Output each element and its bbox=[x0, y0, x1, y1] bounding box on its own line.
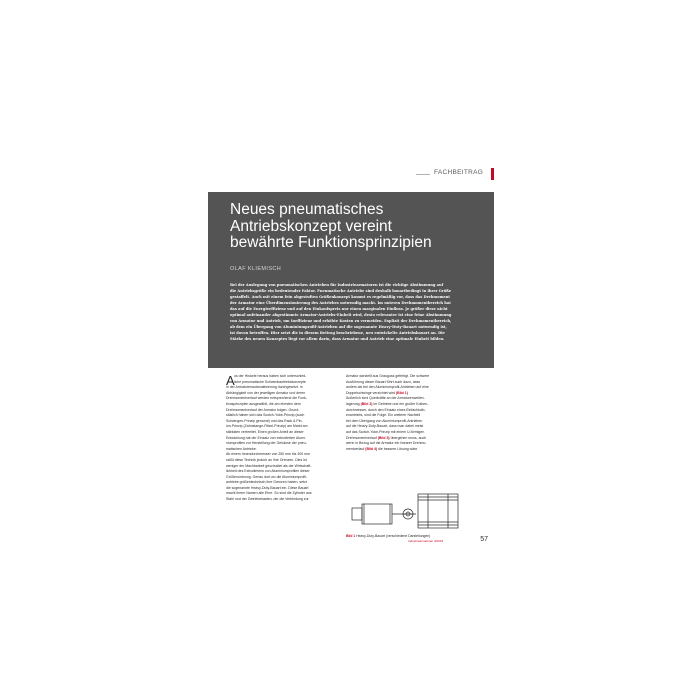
gearbox-housing bbox=[418, 494, 458, 528]
body-text: übergehen muss, auch bbox=[390, 435, 427, 440]
section-tag-accent-bar bbox=[491, 168, 494, 180]
body-line: Ab einem Innendurchmesser von 250 mm bis 300 mm bbox=[226, 452, 311, 457]
article-header bbox=[208, 192, 494, 368]
body-line: wenn in Bezug auf die Armatur ein linearer Drehmo- bbox=[346, 441, 427, 446]
body-line: liche pneumatische Schwenkantriebskonzepte bbox=[234, 379, 306, 384]
figure-ref-bild-3: (Bild 3) bbox=[377, 435, 390, 440]
drop-cap: A bbox=[226, 373, 235, 388]
body-line: lichkeit des Extrudierens von Aluminiumprofilen dieser bbox=[226, 469, 310, 474]
body-text: die bessere Lösung wäre. bbox=[378, 446, 419, 451]
body-line: macht ihrem Namen alle Ehre. So sind die Zylinder aus bbox=[226, 491, 312, 496]
figure-ref-bild-1: (Bild 1) bbox=[396, 390, 408, 395]
actuator-drawing bbox=[346, 488, 464, 532]
publication-name: Industriearmaturen 4/2016 bbox=[408, 539, 444, 543]
section-tag-label: FACHBEITRAG bbox=[434, 169, 484, 176]
article-author: OLAF KLIEMISCH bbox=[230, 266, 282, 272]
body-line: Größenordnung. Genau dort wo die Aluminiumprofil- bbox=[226, 474, 308, 479]
article-intro bbox=[230, 282, 486, 342]
body-line: matischen Antriebe. bbox=[226, 446, 257, 451]
body-line: bei dem Übergang von Aluminiumprofil-Antrieben bbox=[346, 418, 423, 423]
body-line: Äußerlich sind Querkräfte an der Armaturenwellen- bbox=[346, 396, 425, 401]
body-line: stärksten verbreitet. Einen großen Anteil an dieser bbox=[226, 429, 304, 434]
title-line: bewährte Funktionsprinzipien bbox=[230, 234, 432, 251]
figure-ref-bild-2: (Bild 2) bbox=[360, 401, 373, 406]
body-line: stößt diese Technik jedoch an ihre Grenzen. Dies ist bbox=[226, 457, 307, 462]
section-tag bbox=[416, 168, 494, 182]
body-column-right bbox=[346, 374, 464, 452]
body-line: us der Historie heraus haben sich unterschied- bbox=[234, 374, 307, 378]
body-line: tionsprinzipien ausgewählt, die am ehesten dem bbox=[226, 401, 301, 406]
end-cap-left bbox=[352, 508, 362, 520]
body-line: Drehmomentverlauf werden entsprechend die Funk- bbox=[226, 396, 307, 401]
intro-line: gestaffelt. Auch mit einem fein abgestuften Größenkonzept kommt es regelmäßig vor, dass das Drehmoment bbox=[230, 295, 450, 299]
body-text: Drehmomentverlauf bbox=[346, 435, 377, 440]
body-line: auf die Heavy-Duty-Bauart, dass man dabei meist bbox=[346, 424, 424, 429]
intro-line: der Armatur eine Überdimensionierung des Antriebes notwendig macht. Im unteren Drehmomentbereich hat bbox=[230, 301, 451, 305]
body-line: enantriebs, sind die Folge. Ein weiterer Nachteil bbox=[346, 413, 421, 418]
body-line: in der Armaturenautomatisierung durchgesetzt. In bbox=[226, 385, 303, 390]
body-line: antriebe größentechnisch ihre Grenzen haben, setzt bbox=[226, 480, 307, 485]
body-text: lagerung bbox=[346, 401, 360, 406]
intro-line: die Antriebsgröße ein bedeutender Faktor. Pneumatische Antriebe sind deshalb bauartbedingt in ihrer Größe bbox=[230, 289, 452, 293]
body-line: Abhängigkeit von der jeweiligen Armatur und deren bbox=[226, 390, 306, 395]
body-line: niumprofilen zur Herstellung der Gehäuse der pneu- bbox=[226, 441, 307, 446]
intro-line: ab dem ein Übergang von Aluminiumprofil-Antrieben auf die sogenannte Heavy-Duty-Bauart notwendig ist, bbox=[230, 325, 447, 329]
article-title bbox=[230, 202, 480, 252]
intro-line: Stärke des neuen Konzeptes liegt vor allem darin, dass Armatur und Antrieb eine optimale Einheit bilden. bbox=[230, 337, 445, 341]
page-footer bbox=[408, 536, 494, 546]
body-line: Entwicklung hat der Einsatz von extrudierten Alumi- bbox=[226, 435, 306, 440]
figure-ref-bild-4: (Bild 4) bbox=[365, 446, 378, 451]
body-text: mentverlauf bbox=[346, 446, 365, 451]
intro-line: Bei der Auslegung von pneumatischen Antrieben für Industriearmaturen ist die richtige Abstimmung auf bbox=[230, 283, 444, 287]
body-line: Armatur darstellt aus Grauguss gefertigt. Die schwere bbox=[346, 374, 430, 378]
body-line: auf das Scotch-Yoke-Prinzip mit einem U-förmigen bbox=[346, 429, 425, 434]
body-line: weniger der Machbarkeit geschuldet als der Wirtschaft- bbox=[226, 463, 312, 468]
body-line bbox=[346, 447, 464, 453]
figure-actuator-drawing bbox=[346, 488, 464, 532]
body-text: Doppelschwinge verzichtet wird bbox=[346, 390, 396, 395]
intro-line: ist davon betroffen. Hier setzt die in diesem Beitrag beschriebene, neu entwickelte Antriebsbauart an. Die bbox=[230, 331, 445, 335]
body-line: Schwingen-Prinzip genannt) und das Rack & Pin- bbox=[226, 418, 303, 423]
intro-line: von Armatur und Antrieb, um Ineffizienz und erhöhte Kosten zu vermeiden. Explizit der Drehmomentbereich, bbox=[230, 319, 452, 323]
title-line: Neues pneumatisches bbox=[230, 201, 384, 218]
intro-line: das auf die Energieeffizienz und auf den Einkaufspreis nur einen marginalen Einfluss. Je größer diese nicht bbox=[230, 307, 448, 311]
body-text: im Getriebe und ein großer Kolben- bbox=[373, 401, 429, 406]
figure-caption-label: Bild 1 bbox=[346, 534, 356, 538]
body-line: anders als bei den Aluminiumprofil-Antrieben auf eine bbox=[346, 385, 429, 390]
cylinder-body bbox=[362, 504, 392, 524]
body-line: ion-Prinzip (Zahnstange-Ritzel-Prinzip) am Markt am bbox=[226, 424, 308, 429]
body-column-left bbox=[226, 374, 344, 503]
body-line: Drehmomentverlauf der Armatur folgen. Grund- bbox=[226, 407, 300, 412]
title-line: Antriebskonzept vereint bbox=[230, 217, 392, 235]
intro-line: optimal aufeinander abgestimmte Armatur-Antriebs-Einheit wird, desto relevanter ist eine feine Abstimmung bbox=[230, 313, 452, 317]
body-line: sätzlich haben sich das Scotch-Yoke-Prinzip (auch bbox=[226, 413, 305, 418]
body-line: Stahl und der Getriebekasten, der die Verbindung zur bbox=[226, 497, 309, 502]
body-line: die sogenannte Heavy-Duty-Bauart ein. Diese Bauart bbox=[226, 485, 309, 490]
figure-caption-text: Heavy-Duty-Bauart (verschiedene Darstellungen) bbox=[356, 534, 431, 538]
section-tag-rule bbox=[416, 174, 430, 175]
body-line: durchmesser, durch den Einsatz eines Einfachkolb- bbox=[346, 407, 426, 412]
body-line: Ausführung dieser Bauart führt auch dazu, dass bbox=[346, 379, 421, 384]
page-number: 57 bbox=[480, 536, 488, 543]
